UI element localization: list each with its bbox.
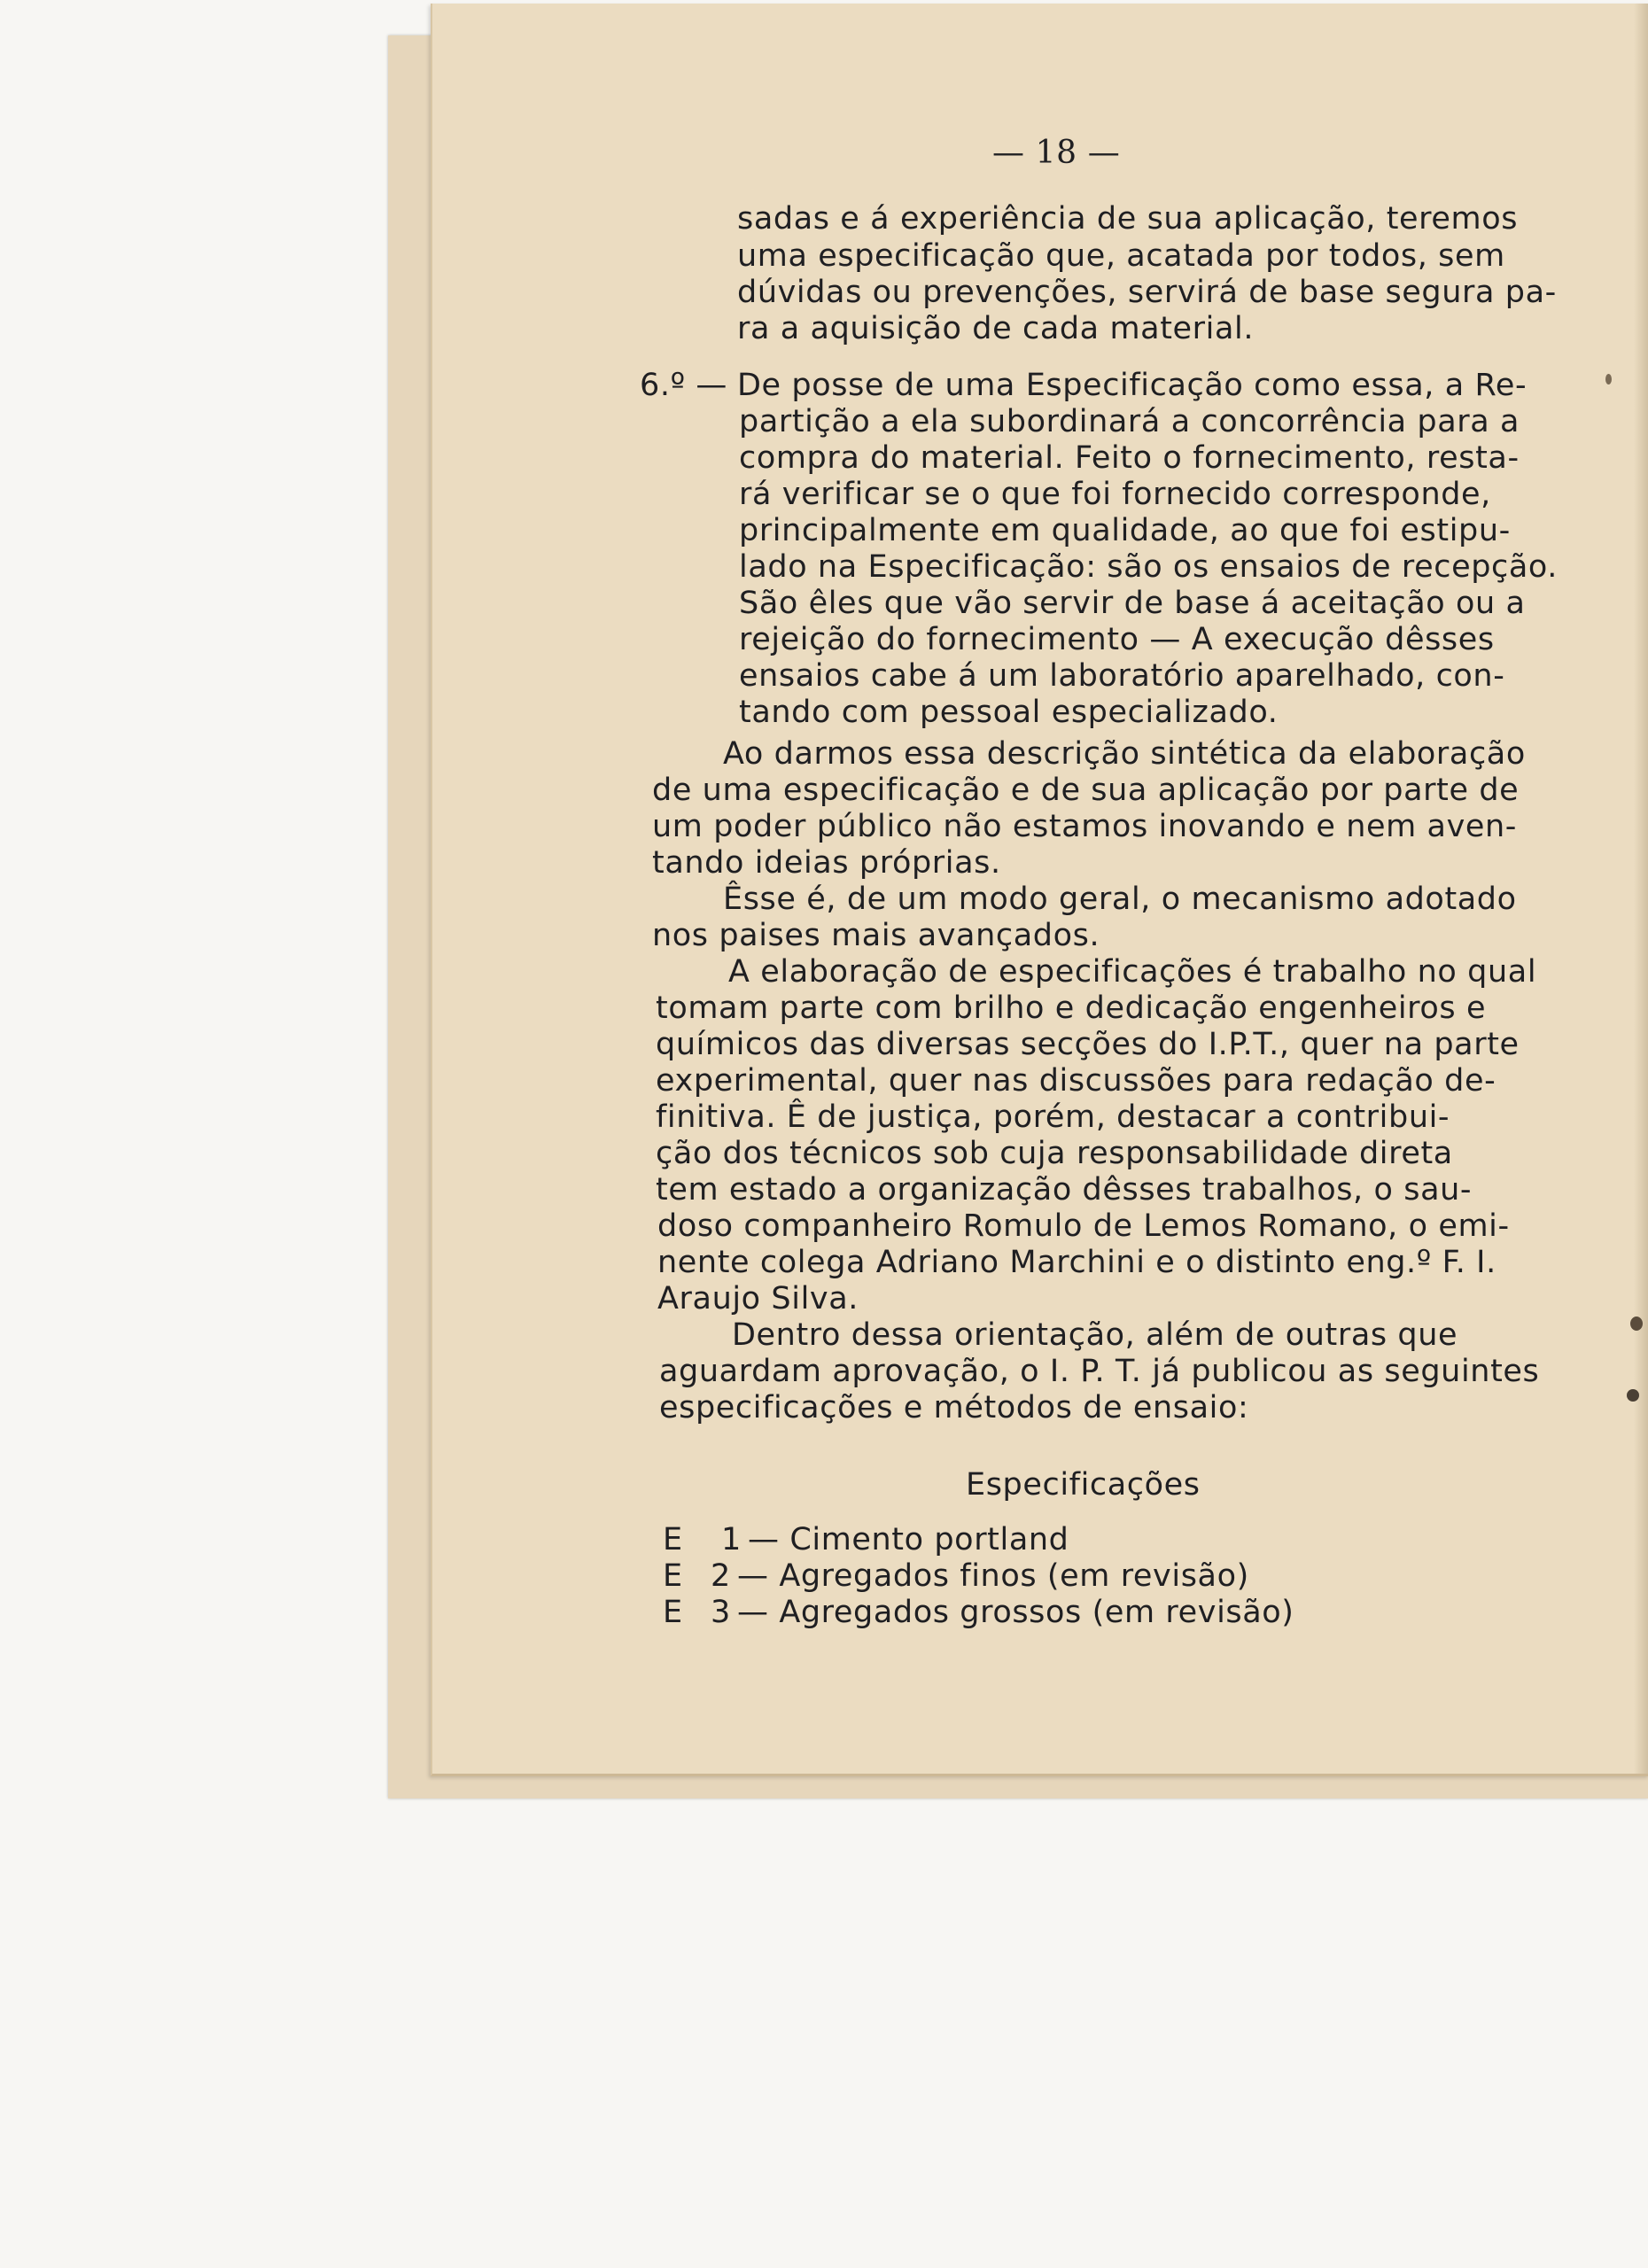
spec-code: E (663, 1558, 683, 1594)
paragraph-line: Êsse é, de um modo geral, o mecanismo adotado (723, 882, 1517, 917)
item6-line: De posse de uma Especificação como essa, a Re- (737, 368, 1528, 403)
paragraph-line: aguardam aprovação, o I. P. T. já publicou as seguintes (659, 1354, 1540, 1389)
item-marker: 6.º — (640, 368, 728, 403)
spec-code: E (663, 1595, 683, 1630)
paragraph-line: tem estado a organização dêsses trabalhos, o sau- (656, 1172, 1473, 1208)
paragraph-line: experimental, quer nas discussões para redação de- (656, 1063, 1496, 1099)
paragraph-line: nente colega Adriano Marchini e o distinto eng.º F. I. (657, 1245, 1496, 1280)
edge-mark (1630, 1317, 1643, 1331)
spec-description: — Cimento portland (748, 1522, 1069, 1557)
continuation-line: ra a aquisição de cada material. (737, 311, 1255, 346)
paragraph-line: tomam parte com brilho e dedicação engenheiros e (656, 990, 1487, 1026)
paragraph-line: Ao darmos essa descrição sintética da elaboração (723, 736, 1526, 772)
spec-code: E (663, 1522, 683, 1557)
item6-line: rejeição do fornecimento — A execução dêsses (739, 622, 1495, 657)
paragraph-line: nos paises mais avançados. (652, 918, 1100, 953)
paragraph-line: de uma especificação e de sua aplicação por parte de (652, 773, 1520, 808)
edge-mark (1605, 374, 1612, 384)
item6-line: partição a ela subordinará a concorrência para a (739, 404, 1520, 439)
paragraph-line: Araujo Silva. (657, 1281, 859, 1317)
paragraph-line: tando ideias próprias. (652, 845, 1001, 881)
spec-description: — Agregados finos (em revisão) (737, 1558, 1249, 1594)
paragraph-line: doso companheiro Romulo de Lemos Romano, o emi- (657, 1208, 1510, 1244)
item6-line: compra do material. Feito o fornecimento, resta- (739, 440, 1520, 476)
continuation-line: dúvidas ou prevenções, servirá de base segura pa- (737, 275, 1557, 310)
spec-number: 1 (721, 1522, 742, 1557)
item6-line: lado na Especificação: são os ensaios de recepção. (739, 549, 1559, 585)
edge-mark (1627, 1389, 1639, 1402)
paragraph-line: finitiva. Ê de justiça, porém, destacar a contribui- (656, 1099, 1450, 1135)
page-edge-shadow (1634, 4, 1648, 1774)
spec-heading: Especificações (966, 1467, 1201, 1503)
paragraph-line: especificações e métodos de ensaio: (659, 1390, 1249, 1425)
item6-line: rá verificar se o que foi fornecido corresponde, (739, 477, 1491, 512)
item6-line: São êles que vão servir de base á aceitação ou a (739, 586, 1526, 621)
continuation-line: uma especificação que, acatada por todos, sem (737, 238, 1505, 274)
paragraph-line: ção dos técnicos sob cuja responsabilidade direta (656, 1136, 1453, 1171)
spec-description: — Agregados grossos (em revisão) (737, 1595, 1294, 1630)
paragraph-line: A elaboração de especificações é trabalho no qual (728, 954, 1537, 990)
page-number: — 18 — (992, 135, 1121, 171)
paragraph-line: um poder público não estamos inovando e nem aven- (652, 809, 1518, 844)
spec-number: 3 (711, 1595, 731, 1630)
item6-line: tando com pessoal especializado. (739, 695, 1279, 730)
paragraph-line: Dentro dessa orientação, além de outras que (732, 1317, 1458, 1353)
paragraph-line: químicos das diversas secções do I.P.T., quer na parte (656, 1027, 1520, 1062)
continuation-line: sadas e á experiência de sua aplicação, teremos (737, 201, 1519, 237)
item6-line: ensaios cabe á um laboratório aparelhado, con- (739, 658, 1505, 694)
spec-number: 2 (711, 1558, 731, 1594)
item6-line: principalmente em qualidade, ao que foi estipu- (739, 513, 1511, 548)
